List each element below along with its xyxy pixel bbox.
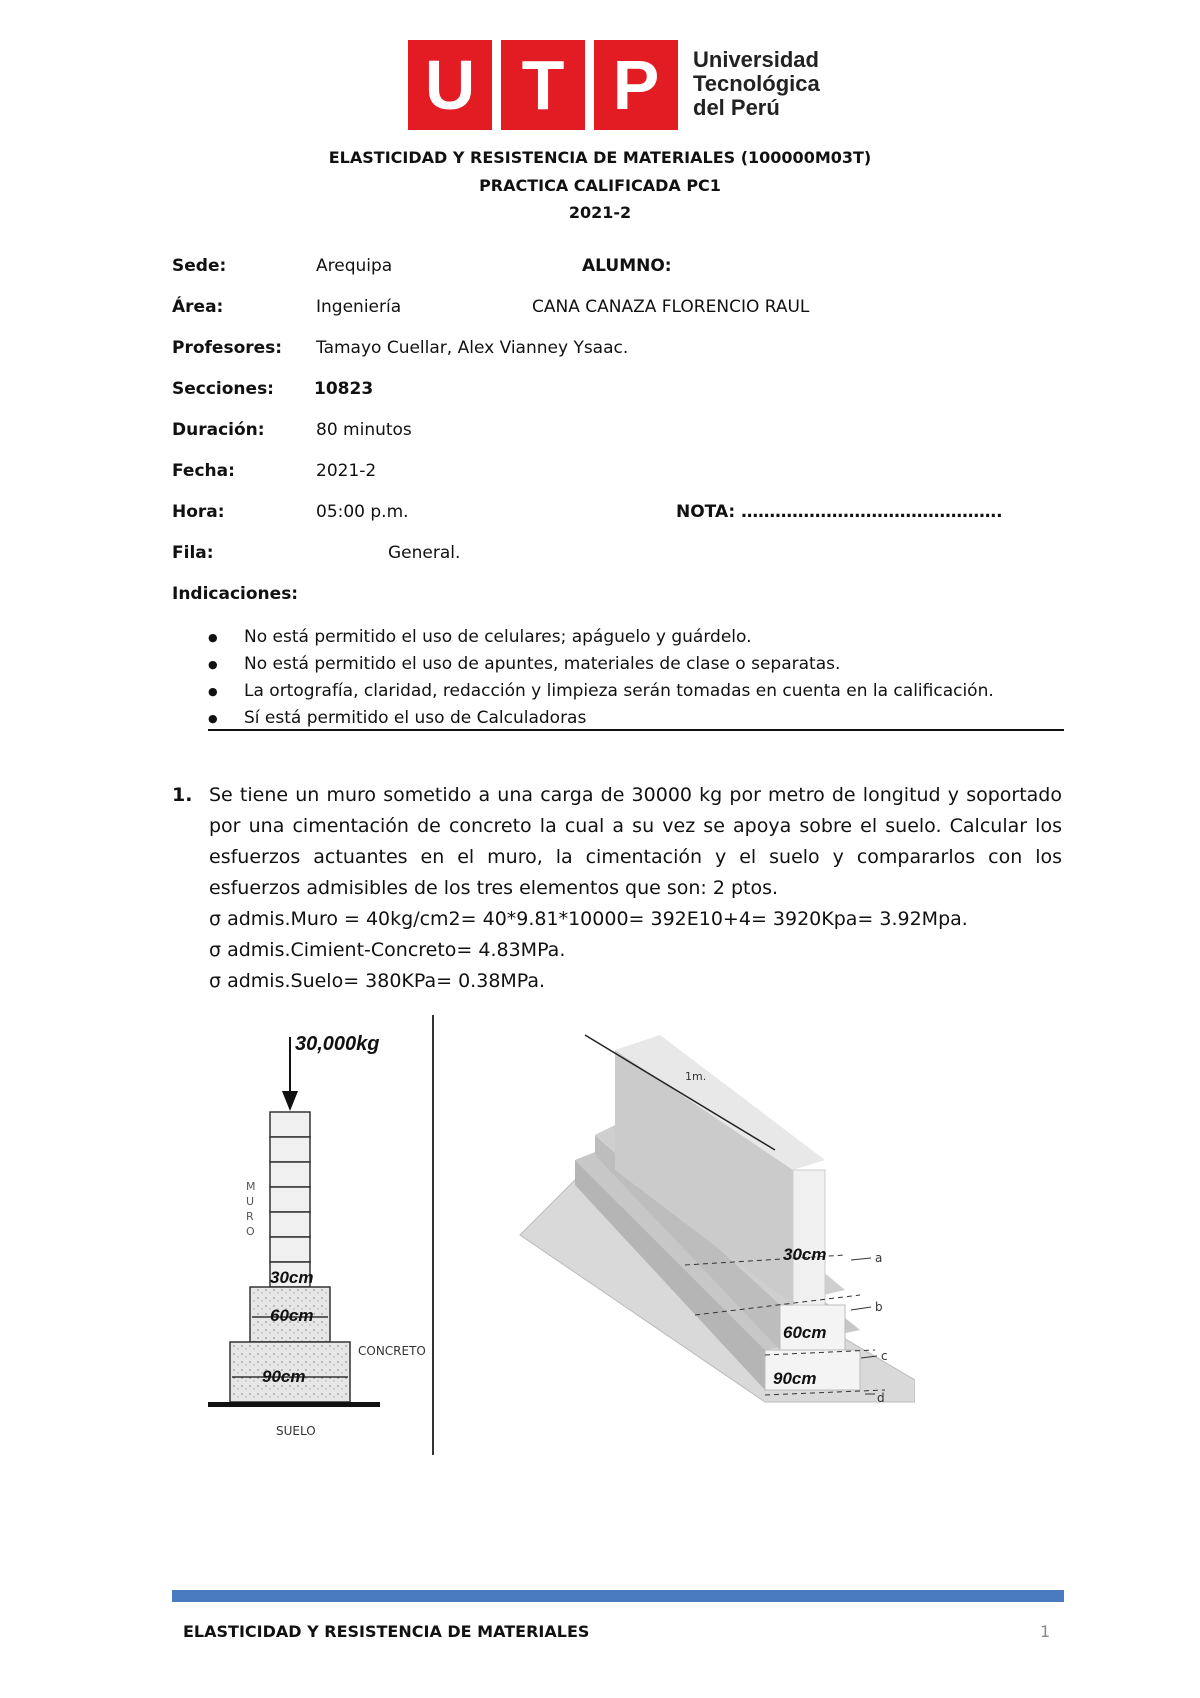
muro-letter: U bbox=[246, 1195, 255, 1208]
profesores-value: Tamayo Cuellar, Alex Vianney Ysaac. bbox=[316, 338, 629, 358]
load-label: 30,000kg bbox=[295, 1033, 380, 1055]
wall-blocks bbox=[270, 1112, 310, 1287]
indicaciones-list bbox=[208, 624, 1078, 732]
course-title: ELASTICIDAD Y RESISTENCIA DE MATERIALES (100000M03T) bbox=[328, 148, 872, 167]
secciones-value: 10823 bbox=[314, 379, 374, 399]
muro-letter: M bbox=[246, 1180, 256, 1193]
footing-lower-width-label: 90cm bbox=[262, 1367, 306, 1386]
suelo-label: SUELO bbox=[276, 1424, 316, 1438]
duracion-label: Duración: bbox=[172, 420, 265, 440]
fecha-value: 2021-2 bbox=[316, 461, 377, 481]
list-item: ● No está permitido el uso de apuntes, materiales de clase o separatas. bbox=[208, 651, 1078, 678]
ref-a: a bbox=[875, 1251, 883, 1265]
ref-b: b bbox=[875, 1300, 883, 1314]
wall-width-label: 30cm bbox=[270, 1268, 314, 1287]
page-number: 1 bbox=[1040, 1622, 1051, 1641]
fila-value: General. bbox=[388, 543, 461, 563]
logo-letter-t: T bbox=[501, 40, 585, 130]
wall-section-diagram bbox=[200, 1015, 440, 1455]
footing-lower-width-label: 90cm bbox=[773, 1369, 817, 1388]
sede-value: Arequipa bbox=[316, 256, 393, 276]
duracion-value: 80 minutos bbox=[316, 420, 412, 440]
concreto-label: CONCRETO bbox=[358, 1344, 426, 1358]
logo-letter-u: U bbox=[408, 40, 492, 130]
muro-letter: R bbox=[246, 1210, 254, 1223]
list-item: ● No está permitido el uso de celulares; apáguelo y guárdelo. bbox=[208, 624, 1078, 651]
hora-value: 05:00 p.m. bbox=[316, 502, 409, 522]
indicaciones-label: Indicaciones: bbox=[172, 584, 299, 604]
sigma-cimiento: σ admis.Cimient-Concreto= 4.83MPa. bbox=[209, 939, 566, 961]
leader-a bbox=[851, 1258, 871, 1260]
question-number: 1. bbox=[172, 784, 193, 806]
exam-title: PRACTICA CALIFICADA PC1 bbox=[479, 176, 721, 195]
utp-logo bbox=[408, 40, 828, 130]
footer-bar bbox=[172, 1590, 1064, 1602]
hora-label: Hora: bbox=[172, 502, 225, 522]
question-text: Se tiene un muro sometido a una carga de 30000 kg por metro de longitud y soportado por una cimentación de concreto la cual a su vez se apoya sobre el suelo. Calcular los esfuerzos actuantes en el muro, la cimentación y el suelo y compararlos con los esfuerzos admisibles de los tres elementos que son: 2 ptos. bbox=[209, 784, 1062, 899]
footer-title: ELASTICIDAD Y RESISTENCIA DE MATERIALES bbox=[183, 1622, 590, 1641]
ref-c: c bbox=[881, 1349, 888, 1363]
exam-period: 2021-2 bbox=[568, 203, 632, 222]
area-value: Ingeniería bbox=[316, 297, 402, 317]
list-item: ● Sí está permitido el uso de Calculadoras bbox=[208, 705, 1078, 732]
logo-letter-p: P bbox=[594, 40, 678, 130]
list-item: ● La ortografía, claridad, redacción y limpieza serán tomadas en cuenta en la calificación. bbox=[208, 678, 1078, 705]
leader-b bbox=[851, 1307, 871, 1310]
profesores-label: Profesores: bbox=[172, 338, 283, 358]
length-label: 1m. bbox=[685, 1070, 707, 1083]
wall-width-label: 30cm bbox=[783, 1245, 827, 1264]
university-name: Universidad Tecnológica del Perú bbox=[693, 47, 820, 120]
fila-label: Fila: bbox=[172, 543, 214, 563]
alumno-name: CANA CANAZA FLORENCIO RAUL bbox=[532, 297, 810, 317]
sigma-muro: σ admis.Muro = 40kg/cm2= 40*9.81*10000= 392E10+4= 3920Kpa= 3.92Mpa. bbox=[209, 908, 968, 930]
ref-d: d bbox=[877, 1391, 885, 1405]
nota-field: NOTA: ………………………………………. bbox=[676, 502, 1003, 522]
footing-upper-width-label: 60cm bbox=[783, 1323, 827, 1342]
sigma-suelo: σ admis.Suelo= 380KPa= 0.38MPa. bbox=[209, 970, 546, 992]
footing-upper-width-label: 60cm bbox=[270, 1306, 314, 1325]
wall-isometric-diagram bbox=[515, 1020, 915, 1450]
fecha-label: Fecha: bbox=[172, 461, 235, 481]
question-1 bbox=[172, 780, 1062, 997]
section-divider bbox=[208, 729, 1064, 731]
alumno-label: ALUMNO: bbox=[582, 256, 672, 276]
sede-label: Sede: bbox=[172, 256, 227, 276]
area-label: Área: bbox=[172, 297, 224, 317]
load-arrowhead bbox=[282, 1091, 298, 1111]
ground-line bbox=[208, 1402, 380, 1407]
secciones-label: Secciones: bbox=[172, 379, 274, 399]
muro-letter: O bbox=[246, 1225, 255, 1238]
wall-end bbox=[793, 1170, 825, 1305]
